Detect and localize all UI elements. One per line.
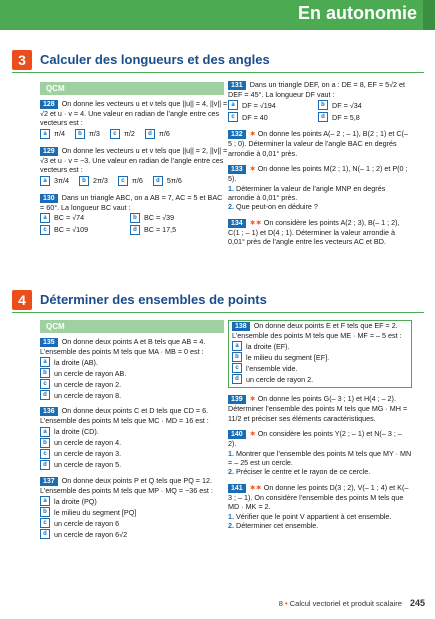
section-title: Calculer des longueurs et des angles bbox=[40, 52, 270, 67]
exercise-number: 130 bbox=[40, 194, 58, 203]
option-b[interactable]: b un cercle de rayon AB. bbox=[40, 368, 224, 378]
section-title: Déterminer des ensembles de points bbox=[40, 292, 267, 307]
exercise-134 bbox=[228, 218, 412, 247]
question-number: 1. bbox=[228, 511, 234, 521]
section-3-right-column bbox=[228, 80, 412, 253]
option-a[interactable]: a DF = √194 bbox=[228, 100, 308, 110]
option-c[interactable]: c DF = 40 bbox=[228, 112, 308, 122]
difficulty-star: ✶ bbox=[249, 429, 256, 439]
options bbox=[40, 212, 228, 236]
exercise-131 bbox=[228, 80, 412, 123]
section-number: 3 bbox=[12, 50, 32, 70]
difficulty-stars: ✶✶ bbox=[249, 217, 262, 227]
exercise-number: 128 bbox=[40, 100, 58, 109]
section-4-header bbox=[12, 290, 424, 313]
option-c[interactable]: c l’ensemble vide. bbox=[232, 363, 408, 373]
exercise-number: 136 bbox=[40, 407, 58, 416]
option-d[interactable]: d DF = 5,8 bbox=[318, 112, 360, 122]
difficulty-star: ✶ bbox=[249, 129, 256, 139]
page-footer bbox=[279, 598, 425, 608]
section-3-header bbox=[12, 50, 424, 73]
exercise-number: 131 bbox=[228, 81, 246, 90]
page-header bbox=[0, 0, 435, 30]
exercise-text: On donne les points A(– 2 ; – 1), B(2 ; 1) et C(– 5 ; 0). Déterminer la valeur de l’angle BAC en degrés arrondie à 0,01° près. bbox=[228, 129, 408, 158]
chapter-number: 8 bbox=[278, 599, 283, 608]
options bbox=[228, 99, 412, 123]
option-c[interactable]: c un cercle de rayon 6 bbox=[40, 518, 224, 528]
chapter-title: Calcul vectoriel et produit scalaire bbox=[289, 599, 402, 608]
section-4-left-column bbox=[40, 320, 224, 545]
difficulty-stars: ✶✶ bbox=[249, 482, 262, 492]
exercise-number: 137 bbox=[40, 477, 58, 486]
difficulty-star: ✶ bbox=[249, 394, 256, 404]
question-number: 2. bbox=[228, 202, 234, 212]
options bbox=[40, 128, 228, 140]
exercise-133 bbox=[228, 164, 412, 212]
option-b[interactable]: b le milieu du segment [EF]. bbox=[232, 352, 408, 362]
option-d[interactable]: d 5π/6 bbox=[153, 176, 182, 186]
exercise-text: On donne les vecteurs u et v tels que ||u|| = 4, ||v|| = √2 et u · v = 4. Une valeur en radian de l’angle entre ces vecteurs est : bbox=[40, 99, 228, 128]
option-d[interactable]: d un cercle de rayon 6√2 bbox=[40, 529, 224, 539]
exercise-138 bbox=[228, 320, 412, 388]
exercise-number: 138 bbox=[232, 322, 250, 331]
option-a[interactable]: a 3π/4 bbox=[40, 176, 69, 186]
exercise-text: On donne deux points A et B tels que AB = 4. L’ensemble des points M tels que MA · MB = 0 est : bbox=[40, 337, 206, 356]
question-text: Déterminer la valeur de l’angle MNP en degrés arrondie à 0,01° près. bbox=[228, 183, 386, 203]
option-d[interactable]: d un cercle de rayon 2. bbox=[232, 374, 408, 384]
section-3-left-column bbox=[40, 82, 228, 242]
exercise-number: 133 bbox=[228, 165, 246, 174]
header-tab bbox=[423, 0, 435, 30]
question-text: Que peut-on en déduire ? bbox=[236, 202, 318, 212]
exercise-number: 129 bbox=[40, 147, 58, 156]
footer-separator: • bbox=[285, 599, 288, 608]
exercise-text: Dans un triangle DEF, on a : DE = 8, EF = 5√2 et DEF = 45°. La longueur DF vaut : bbox=[228, 80, 406, 99]
option-a[interactable]: a la droite (PQ) bbox=[40, 496, 224, 506]
option-c[interactable]: c un cercle de rayon 3. bbox=[40, 449, 224, 459]
question-number: 1. bbox=[228, 448, 234, 458]
option-d[interactable]: d π/6 bbox=[145, 129, 170, 139]
exercise-text: On donne deux points E et F tels que EF = 2. L’ensemble des points M tels que ME · MF = – 5 est : bbox=[232, 321, 402, 340]
option-c[interactable]: c BC = √109 bbox=[40, 225, 120, 235]
option-b[interactable]: b le milieu du segment [PQ] bbox=[40, 507, 224, 517]
option-b[interactable]: b π/3 bbox=[75, 129, 100, 139]
option-b[interactable]: b DF = √34 bbox=[318, 100, 362, 110]
question-number: 1. bbox=[228, 183, 234, 193]
option-a[interactable]: a la droite (CD). bbox=[40, 427, 224, 437]
exercise-136 bbox=[40, 406, 224, 469]
option-a[interactable]: a la droite (EF). bbox=[232, 341, 408, 351]
exercise-130 bbox=[40, 193, 228, 236]
section-4 bbox=[12, 290, 424, 313]
option-b[interactable]: b 2π/3 bbox=[79, 176, 108, 186]
exercise-128 bbox=[40, 99, 228, 140]
exercise-number: 140 bbox=[228, 430, 246, 439]
exercise-text: Dans un triangle ABC, on a AB = 7, AC = 5 et BAC = 60°. La longueur BC vaut : bbox=[40, 192, 223, 212]
option-d[interactable]: d un cercle de rayon 5. bbox=[40, 460, 224, 470]
question-text: Préciser le centre et le rayon de ce cercle. bbox=[236, 467, 371, 477]
section-number: 4 bbox=[12, 290, 32, 310]
page-number: 245 bbox=[409, 598, 425, 608]
option-a[interactable]: a la droite (AB). bbox=[40, 357, 224, 367]
qcm-label: QCM bbox=[40, 320, 224, 333]
option-a[interactable]: a π/4 bbox=[40, 129, 65, 139]
exercise-number: 132 bbox=[228, 130, 246, 139]
question-number: 2. bbox=[228, 521, 234, 531]
exercise-number: 141 bbox=[228, 484, 246, 493]
exercise-137 bbox=[40, 476, 224, 539]
option-b[interactable]: b BC = √39 bbox=[130, 213, 174, 223]
exercise-135 bbox=[40, 337, 224, 400]
qcm-label: QCM bbox=[40, 82, 224, 95]
option-b[interactable]: b un cercle de rayon 4. bbox=[40, 438, 224, 448]
exercise-text: On donne deux points P et Q tels que PQ = 12. L’ensemble des points M tels que MP · MQ = −36 est : bbox=[40, 475, 213, 495]
exercise-text: On considère les points A(2 ; 3), B(– 1 ; 2), C(1 ; – 1) et D(4 ; 1). Déterminer la valeur arrondie à 0,01° près de l’angle entre les vecteurs AC et BD. bbox=[228, 217, 400, 247]
exercise-text: On donne deux points C et D tels que CD = 6. L’ensemble des points M tels que MC · MD = 16 est : bbox=[40, 406, 209, 426]
section-3 bbox=[12, 50, 424, 73]
exercise-text: On considère les points Y(2 ; – 1) et N(– 3 ; – 2). bbox=[228, 429, 402, 449]
exercise-129 bbox=[40, 146, 228, 187]
question-number: 2. bbox=[228, 467, 234, 477]
exercise-number: 139 bbox=[228, 395, 246, 404]
header-title: En autonomie bbox=[297, 3, 417, 23]
question-text: Montrer que l’ensemble des points M tels que MY · MN = – 25 est un cercle. bbox=[228, 448, 412, 468]
option-c[interactable]: c π/6 bbox=[118, 176, 143, 186]
difficulty-star: ✶ bbox=[249, 164, 256, 174]
exercise-number: 134 bbox=[228, 219, 246, 228]
exercise-text: On donne les points G(– 3 ; 1) et H(4 ; – 2). Déterminer l’ensemble des points M tels que MG · MH = 11/2 et préciser ses éléments caractéristiques. bbox=[228, 394, 408, 423]
option-c[interactable]: c π/2 bbox=[110, 129, 135, 139]
exercise-number: 135 bbox=[40, 338, 58, 347]
option-d[interactable]: d BC = 17,5 bbox=[130, 225, 176, 235]
option-d[interactable]: d un cercle de rayon 8. bbox=[40, 390, 224, 400]
section-4-right-column bbox=[228, 320, 412, 536]
exercise-text: On donne les points M(2 ; 1), N(– 1 ; 2) et P(0 ; 5). bbox=[228, 164, 408, 184]
options bbox=[40, 175, 228, 187]
exercise-139 bbox=[228, 394, 412, 423]
exercise-text: On donne les points D(3 ; 2), V(– 1 ; 4) et K(– 3 ; – 1). On considère l’ensemble des points M tels que MD · MK = 2. bbox=[228, 482, 409, 512]
option-a[interactable]: a BC = √74 bbox=[40, 213, 120, 223]
question-text: Déterminer cet ensemble. bbox=[236, 521, 319, 531]
question-text: Vérifier que le point V appartient à cet ensemble. bbox=[236, 511, 392, 521]
exercise-132 bbox=[228, 129, 412, 158]
exercise-141 bbox=[228, 483, 412, 531]
exercise-text: On donne les vecteurs u et v tels que ||u|| = 2, ||v|| = √3 et u · v = −3. Une valeur en radian de l’angle entre ces vecteurs est : bbox=[40, 145, 228, 175]
option-c[interactable]: c un cercle de rayon 2. bbox=[40, 379, 224, 389]
exercise-140 bbox=[228, 429, 412, 477]
